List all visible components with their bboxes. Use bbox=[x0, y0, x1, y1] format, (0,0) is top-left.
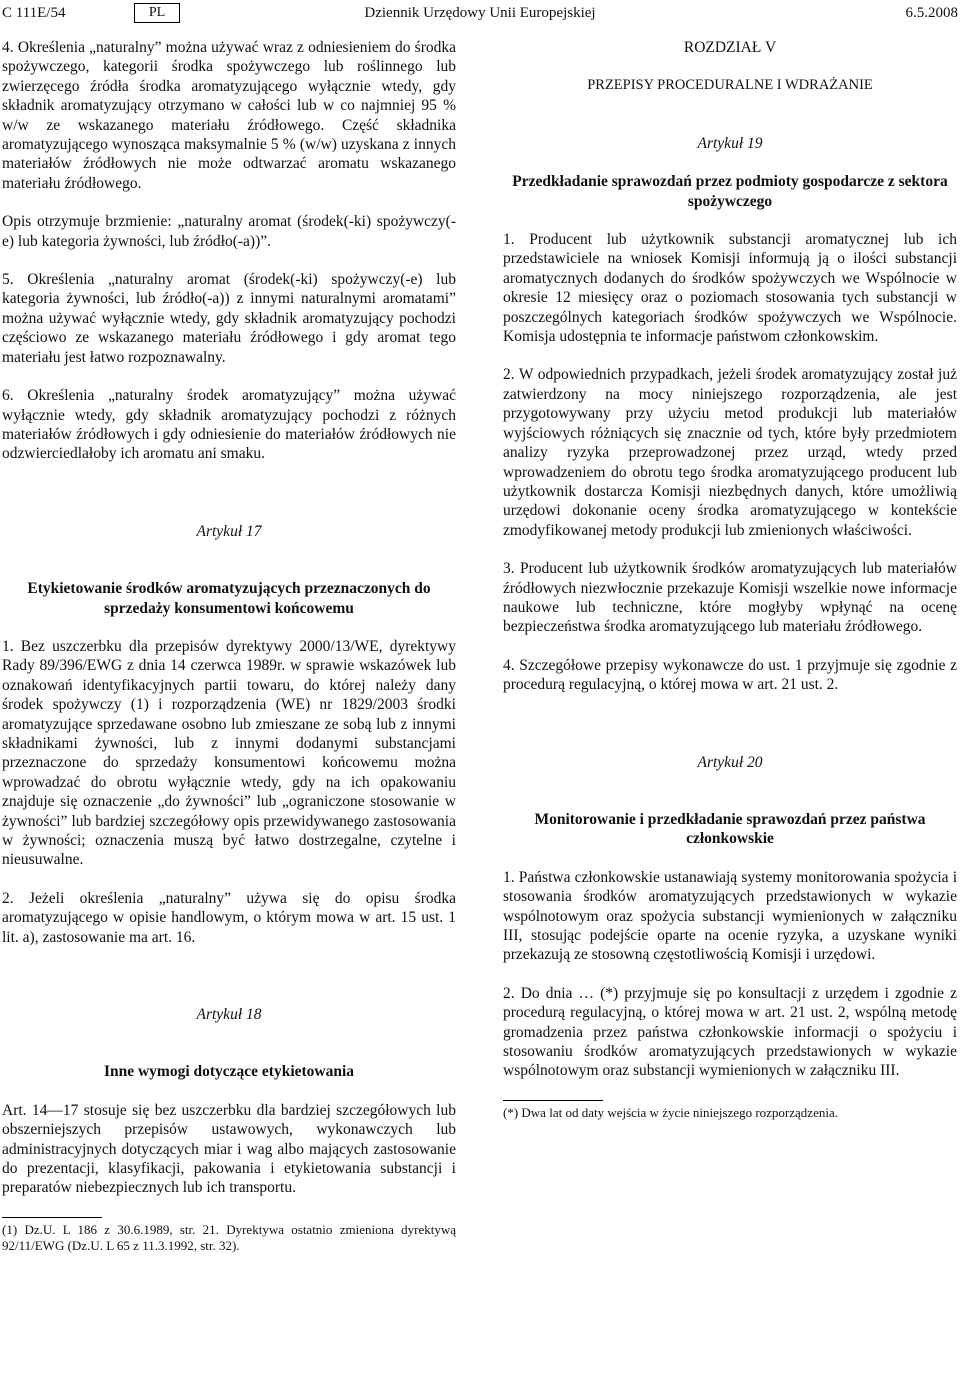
article-18-paragraph: Art. 14—17 stosuje się bez uszczerbku dla bardziej szczegółowych lub obszerniejszych przepisów ustawowych, wykonawczych lub administracyjnych dotyczących miar i wag albo mających zastosowanie do prezentacji, klasyfikacji, pakowania i etykietowania substancji i preparatów niebezpiecznych lub ich transportu. bbox=[2, 1101, 456, 1197]
footnote-asterisk: (*) Dwa lat od daty wejścia w życie niniejszego rozporządzenia. bbox=[503, 1104, 838, 1120]
article-17-paragraph-2: 2. Jeżeli określenia „naturalny” używa się do opisu środka aromatyzującego w opisie handlowym, o którym mowa w art. 15 ust. 1 lit. a), zastosowanie ma art. 16. bbox=[2, 889, 456, 946]
footnote-divider-right bbox=[503, 1100, 603, 1101]
article-17-heading: Artykuł 17 bbox=[196, 522, 262, 540]
article-19-title: Przedkładanie sprawozdań przez podmioty gospodarcze z sektora spożywczego bbox=[512, 173, 948, 210]
article-20-title: Monitorowanie i przedkładanie sprawozdań przez państwa członkowskie bbox=[534, 810, 926, 848]
publication-date: 6.5.2008 bbox=[905, 5, 958, 21]
page-header bbox=[0, 0, 960, 26]
article-19-paragraph-4: 4. Szczegółowe przepisy wykonawcze do ust. 1 przyjmuje się zgodnie z procedurą regulacyjną, o której mowa w art. 21 ust. 2. bbox=[503, 656, 957, 694]
paragraph-5: 5. Określenia „naturalny aromat (środek(-ki) spożywczy(-e) lub kategoria żywności, lub źródło(-a)) z innymi naturalnymi aromatami” można używać wyłącznie wtedy, gdy składnik aromatyzujący pochodzi częściowo ze wskazanego materiału źródłowego i gdy aromat tego materiału jest łatwo rozpoznawalny. bbox=[2, 271, 456, 366]
footnote-divider bbox=[2, 1217, 102, 1218]
right-column bbox=[503, 38, 957, 1121]
article-18-heading: Artykuł 18 bbox=[196, 1006, 262, 1024]
paragraph-4: 4. Określenia „naturalny” można używać wraz z odniesieniem do środka spożywczego, kategorii środka spożywczego lub roślinnego lub zwierzęcego źródła środka aromatyzującego wyłącznie wtedy, gdy składnik aromatyzujący otrzymano w całości lub w co najmniej 95 % w/w ze wskazanego materiału źródłowego. Część składnika aromatyzującego wynosząca maksymalnie 5 % (w/w) uzyskana z innych materiałów źródłowych nie może odtwarzać aromatu wskazanego materiału źródłowego. bbox=[2, 39, 456, 192]
article-20-heading: Artykuł 20 bbox=[697, 753, 763, 771]
chapter-number: ROZDZIAŁ V bbox=[683, 39, 777, 56]
chapter-title: PRZEPISY PROCEDURALNE I WDRAŻANIE bbox=[587, 77, 873, 94]
article-19-paragraph-2: 2. W odpowiednich przypadkach, jeżeli środek aromatyzujący został już zatwierdzony na mocy niniejszego rozporządzenia, ale jest przygotowywany przy użyciu metod produkcji lub materiałów wyjściowych różniących się znacznie od tych, które były przedmiotem analizy ryzyka przeprowadzonej przez urząd, wtedy przed wprowadzeniem do obrotu tego środka aromatyzującego producent lub użytkownik dostarcza Komisji niezbędnych danych, które umożliwią urzędowi dokonanie oceny środka aromatyzującego w kontekście zmodyfikowanej metody produkcji lub zmienionych właściwości. bbox=[503, 366, 957, 539]
article-17-paragraph-1: 1. Bez uszczerbku dla przepisów dyrektywy 2000/13/WE, dyrektywy Rady 89/396/EWG z dnia 14 czerwca 1989r. w sprawie wskazówek lub oznakowań identyfikacyjnych partii towaru, do której należy dany środek spożywczy (1) i rozporządzenia (WE) nr 1829/2003 środki aromatyzujące sprzedawane osobno lub zmieszane ze sobą lub z innymi składnikami żywności, lub z innymi dodanymi substancjami przeznaczone do sprzedaży konsumentowi końcowemu można wprowadzać do obrotu wyłącznie wtedy, gdy na ich opakowaniu znajduje się oznaczenie „do żywności” lub „ograniczone stosowanie w żywności” lub bardziej szczegółowy opis przewidywanego zastosowania w żywności; oznaczenia muszą być łatwo dostrzegalne, czytelne i nieusuwalne. bbox=[2, 637, 456, 869]
article-19-heading: Artykuł 19 bbox=[697, 134, 763, 152]
article-19-paragraph-3: 3. Producent lub użytkownik środków aromatyzujących lub materiałów źródłowych niezwłocznie przekazuje Komisji wszelkie nowe informacje naukowe lub techniczne, które mogłyby wpłynąć na ocenę bezpieczeństwa środka aromatyzującego lub materiału źródłowego. bbox=[503, 560, 957, 636]
paragraph-4-description: Opis otrzymuje brzmienie: „naturalny aromat (środek(-ki) spożywczy(-e) lub kategoria żywności, lub źródło(-a))”. bbox=[2, 213, 456, 250]
article-17-title: Etykietowanie środków aromatyzujących przeznaczonych do sprzedaży konsumentowi końcowemu bbox=[27, 580, 431, 617]
journal-title: Dziennik Urzędowy Unii Europejskiej bbox=[364, 5, 596, 21]
article-19-paragraph-1: 1. Producent lub użytkownik substancji aromatycznej lub ich przedstawiciele na wniosek Komisji informują ją o ilości substancji aromatycznych dodanych do środków spożywczych we Wspólnocie w okresie 12 miesięcy oraz o poziomach stosowania tych substancji w poszczególnych kategoriach środków spożywczych we Wspólnocie. Komisja udostępnia te informacje państwom członkowskim. bbox=[503, 231, 957, 346]
journal-reference: C 111E/54 bbox=[2, 5, 66, 21]
paragraph-6: 6. Określenia „naturalny środek aromatyzujący” można używać wyłącznie wtedy, gdy składnik aromatyzujący pochodzi z różnych materiałów źródłowych i gdy odniesienie do materiałów źródłowych nie odzwierciedlałoby ich aromatu ani smaku. bbox=[2, 387, 456, 463]
article-20-paragraph-2: 2. Do dnia … (*) przyjmuje się po konsultacji z urzędem i zgodnie z procedurą regulacyjną, o której mowa w art. 21 ust. 2, wspólną metodę gromadzenia przez państwa członkowskie informacji o spożyciu i stosowaniu środków aromatyzujących przedstawionych w wykazie wspólnotowym oraz substancji wymienionych w załączniku III. bbox=[503, 984, 957, 1080]
article-18-title: Inne wymogi dotyczące etykietowania bbox=[103, 1063, 355, 1081]
left-column bbox=[2, 38, 456, 1254]
article-20-paragraph-1: 1. Państwa członkowskie ustanawiają systemy monitorowania spożycia i stosowania środków aromatyzujących przedstawionych w wykazie wspólnotowym oraz spożycia substancji wymienionych w załączniku III, stosując podejście oparte na ocenie ryzyka, a uzyskane wyniki przekazują ze stosowną częstotliwością Komisji i urzędowi. bbox=[503, 868, 957, 964]
language-badge: PL bbox=[134, 3, 180, 23]
footnote-1: (1) Dz.U. L 186 z 30.6.1989, str. 21. Dyrektywa ostatnio zmieniona dyrektywą 92/11/EWG (Dz.U. L 65 z 11.3.1992, str. 32). bbox=[2, 1221, 456, 1253]
